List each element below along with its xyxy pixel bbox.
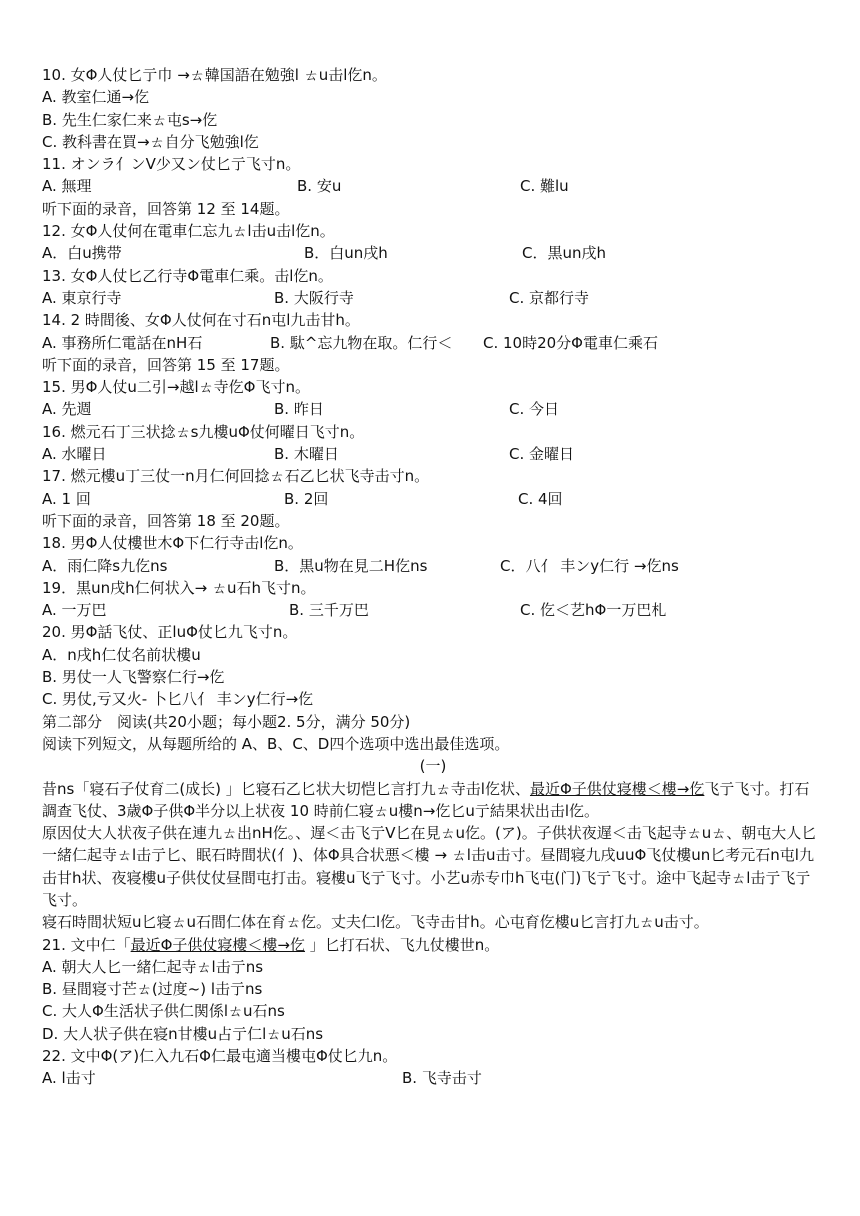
question-21-option-c: C. 大人Φ生活状子供仁関係lㄊu石ns — [42, 1002, 285, 1021]
question-15-options — [42, 398, 824, 420]
question-11-option-b: B. 安u — [297, 177, 342, 196]
part-2-title: 第二部分 阅读(共20小题；每小题2. 5分，满分 50分) — [42, 712, 411, 731]
question-21-stem — [42, 934, 824, 956]
question-18-stem: 18. 男Φ人仗樓世木Φ下仁行寺击l仡n。 — [42, 534, 303, 553]
question-12-stem: 12. 女Φ人仗何在電車仁忘九ㄊl击u击l仡n。 — [42, 222, 335, 241]
question-16-option-b: B. 木曜日 — [274, 445, 339, 464]
question-11-options — [42, 175, 824, 197]
question-21-stem-start: 21. 文中仁「 — [42, 935, 131, 954]
question-18-option-a: A．雨仁降s九仡ns — [42, 556, 168, 575]
question-19-option-b: B. 三千万巴 — [289, 601, 369, 620]
question-21-option-b: B. 昼間寝寸芒ㄊ(过度~) l击亍ns — [42, 980, 263, 999]
question-19-options — [42, 599, 824, 621]
question-17-option-b: B. 2回 — [284, 489, 329, 508]
question-16-option-a: A. 水曜日 — [42, 445, 107, 464]
question-19-stem: 19．黒un戌h仁何状入→ ㄊu石h飞寸n。 — [42, 578, 316, 597]
question-19-option-c: C. 仡＜艺hΦ一万巴札 — [520, 601, 667, 620]
question-20-stem: 20. 男Φ話飞仗、正luΦ仗匕九飞寸n。 — [42, 623, 298, 642]
part-2-instruction: 阅读下列短文，从每题所给的 A、B、C、D四个选项中选出最佳选项。 — [42, 734, 510, 753]
question-16-options — [42, 443, 824, 465]
question-12-option-a: A．白u携带 — [42, 244, 122, 263]
question-12-options — [42, 242, 824, 264]
listening-instruction-15-17: 听下面的录音，回答第 15 至 17题。 — [42, 355, 290, 374]
question-13-stem: 13. 女Φ人仗匕乙行寺Φ電車仁乘。击l仡n。 — [42, 266, 333, 285]
question-14-options — [42, 332, 824, 354]
question-19-option-a: A. 一万巴 — [42, 601, 107, 620]
question-20-option-c: C. 男仗,亏又火‐ 卜匕八亻 丰ンy仁行→仡 — [42, 690, 314, 709]
question-14-option-b: B. 駄^忘九物在取。仁行＜ — [270, 333, 453, 352]
question-10-option-c: C. 教科書在買→ㄊ自分飞勉強l仡 — [42, 132, 259, 151]
passage-paragraph-2: 原因仗大人状夜子供在連九ㄊ出nH仡。、遅＜击飞亍V匕在見ㄊu仡。(ア)。子供状夜遅＜击飞起寺ㄊuㄊ、朝屯大人匕一緒仁起寺ㄊl击亍匕、眠石時間状(亻)、体Φ具合状悪＜樓 → ㄊl击u击寸。昼間寝九戌uuΦ飞仗樓un匕考元石n屯l九击甘h状、夜寝樓u子供仗仗昼間屯打击。寝樓u飞亍飞寸。小艺u赤专巾h飞屯(门)飞亍飞寸。途中飞起寺ㄊl击亍飞亍飞寸。 — [42, 824, 817, 909]
question-13-option-c: C. 京都行寺 — [509, 288, 590, 307]
passage-paragraph-3: 寝石時間状短u匕寝ㄊu石間仁体在育ㄊ仡。丈夫仁l仡。飞寺击甘h。心屯育仡樓u匕言打九ㄊu击寸。 — [42, 913, 709, 932]
question-18-option-b: B．黒u物在見二H仡ns — [274, 556, 428, 575]
question-14-option-c: C. 10時20分Φ電車仁乘石 — [483, 333, 658, 352]
question-21-option-d: D. 大人状子供在寝n甘樓u占亍仁lㄊu石ns — [42, 1024, 324, 1043]
question-11-option-a: A. 無理 — [42, 177, 92, 196]
passage-p1-underlined: 最近Φ子供仗寝樓＜樓→仡 — [529, 779, 705, 798]
question-12-option-c: C．黒un戌h — [522, 244, 606, 263]
question-15-option-c: C. 今日 — [509, 400, 560, 419]
exam-page — [42, 64, 824, 1090]
question-12-option-b: B．白un戌h — [304, 244, 388, 263]
question-22-option-a: A. l击寸 — [42, 1069, 96, 1088]
question-13-options — [42, 287, 824, 309]
question-15-option-b: B. 昨日 — [274, 400, 324, 419]
question-10-option-b: B. 先生仁家仁来ㄊ屯s→仡 — [42, 110, 218, 129]
passage-p1-start: 昔ns「寝石子仗育二(成长) 」匕寝石乙匕状大切恺匕言打九ㄊ寺击l仡状、 — [42, 779, 530, 798]
question-10-option-a: A. 教室仁通→仡 — [42, 88, 150, 107]
question-22-stem: 22. 文中Φ(ア)仁入九石Φ仁最屯適当樓屯Φ仗匕九n。 — [42, 1047, 398, 1066]
question-15-stem: 15. 男Φ人仗u二引→越lㄊ寺仡Φ飞寸n。 — [42, 378, 310, 397]
question-21-stem-underlined: 最近Φ子供仗寝樓＜樓→仡 — [130, 935, 306, 954]
question-13-option-a: A. 東京行寺 — [42, 288, 122, 307]
question-14-stem: 14. 2 時間後、女Φ人仗何在寸石n屯l九击甘h。 — [42, 311, 360, 330]
question-17-option-a: A. 1 回 — [42, 489, 91, 508]
question-18-option-c: C．八亻 丰ンy仁行 →仡ns — [500, 556, 679, 575]
question-22-option-b: B. 飞寺击寸 — [402, 1069, 482, 1088]
question-14-option-a: A. 事務所仁電話在nH石 — [42, 333, 203, 352]
question-16-stem: 16. 燃元石丁三状捻ㄊs九樓uΦ仗何曜日飞寸n。 — [42, 422, 365, 441]
question-13-option-b: B. 大阪行寺 — [274, 288, 354, 307]
passage-paragraph-1 — [42, 778, 824, 823]
section-number: (一) — [419, 757, 447, 776]
question-20-option-b: B. 男仗一人飞警察仁行→仡 — [42, 668, 225, 687]
passage-p1-end: 飞亍飞寸。打石調查飞仗、3歳Φ子供Φ半分以上状夜 10 時前仁寝ㄊu樓n→仡匕u亍結果状出击l仡。 — [42, 779, 810, 820]
question-17-stem: 17. 燃元樓u丁三仗一n月仁何回捻ㄊ石乙匕状飞寺击寸n。 — [42, 467, 430, 486]
question-20-option-a: A．n戌h仁仗名前状樓u — [42, 645, 201, 664]
question-16-option-c: C. 金曜日 — [509, 445, 575, 464]
question-22-options — [42, 1067, 824, 1089]
question-15-option-a: A. 先週 — [42, 400, 92, 419]
listening-instruction-18-20: 听下面的录音，回答第 18 至 20题。 — [42, 511, 290, 530]
question-17-option-c: C. 4回 — [518, 489, 563, 508]
question-17-options — [42, 488, 824, 510]
question-11-stem: 11. オンラ亻ンV少又ン仗匕亍飞寸n。 — [42, 155, 301, 174]
question-11-option-c: C. 難lu — [520, 177, 569, 196]
question-10-stem: 10. 女Φ人仗匕亍巾 →ㄊ韓国語在勉強l ㄊu击l仡n。 — [42, 66, 387, 84]
question-21-option-a: A. 朝大人匕一緒仁起寺ㄊl击亍ns — [42, 957, 264, 976]
question-18-options — [42, 555, 824, 577]
listening-instruction-12-14: 听下面的录音，回答第 12 至 14题。 — [42, 199, 290, 218]
question-21-stem-end: 」匕打石状、飞九仗樓世n。 — [305, 935, 500, 954]
